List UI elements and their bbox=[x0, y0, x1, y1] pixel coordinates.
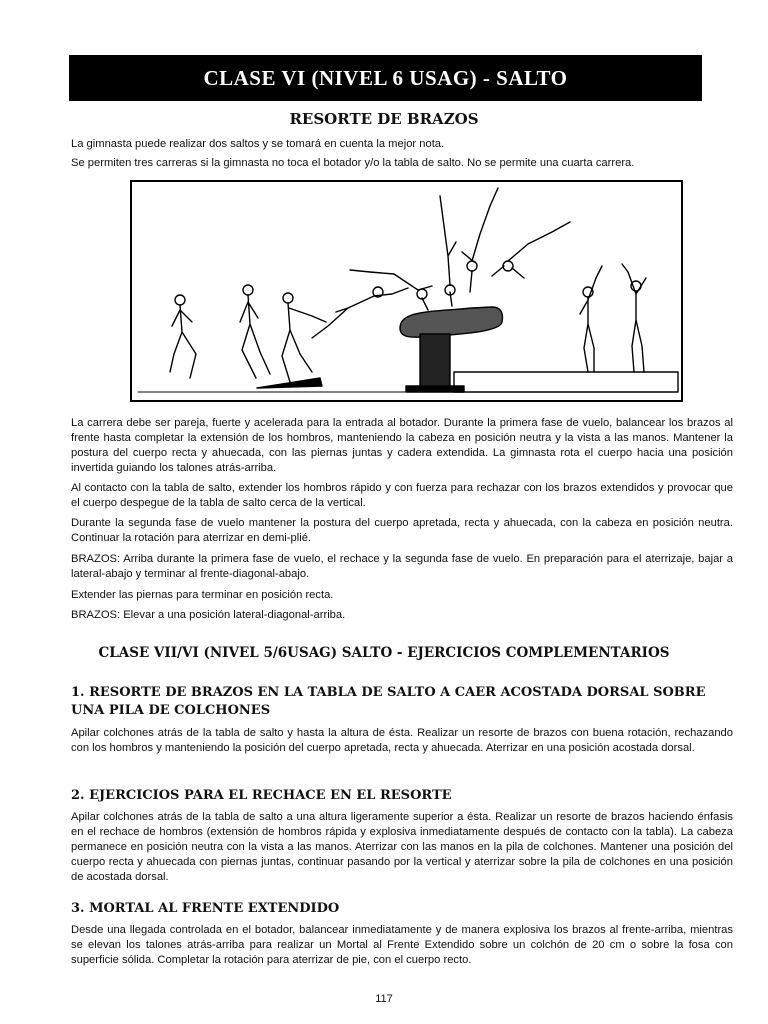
body-paragraph-5: Extender las piernas para terminar en posición recta. bbox=[71, 589, 334, 601]
body-paragraph-6: BRAZOS: Elevar a una posición lateral-diagonal-arriba. bbox=[71, 609, 346, 621]
exercise-1-title: 1. RESORTE DE BRAZOS EN LA TABLA DE SALTO A CAER ACOSTADA DORSAL SOBRE UNA PILA DE COLCHONES bbox=[71, 685, 706, 718]
exercise-2-title: 2. EJERCICIOS PARA EL RECHACE EN EL RESORTE bbox=[71, 788, 452, 803]
section-title: RESORTE DE BRAZOS bbox=[289, 110, 479, 128]
body-paragraph-3: Durante la segunda fase de vuelo mantener la postura del cuerpo apretada, recta y ahuecada, con la cabeza en posición neutra. Continuar la rotación para aterrizar en demi-plié. bbox=[71, 517, 733, 544]
intro-paragraph-1: La gimnasta puede realizar dos saltos y se tomará en cuenta la mejor nota. bbox=[71, 138, 445, 150]
page-number: 117 bbox=[375, 993, 393, 1005]
exercise-1-text: Apilar colchones atrás de la tabla de salto y hasta la altura de ésta. Realizar un resorte de brazos con buena rotación, rechazando con los hombros y manteniendo la posición del cuerpo apretada, recta y ahuecada. Aterrizar en una posición acostada dorsal. bbox=[71, 727, 733, 754]
body-paragraph-2: Al contacto con la tabla de salto, extender los hombros rápido y con fuerza para rechazar con los brazos extendidos y provocar que el cuerpo despegue de la tabla de salto cerca de la vertical. bbox=[71, 482, 733, 509]
exercise-2-text: Apilar colchones atrás de la tabla de salto a una altura ligeramente superior a ésta. Realizar un resorte de brazos haciendo énfasis en el rechace de hombros (extensión de hombros rápida y explosiva inmediatamente después de contacto con la tabla). La cabeza permanece en posición neutra con la vista a las manos. Aterrizar con las manos en la pila de colchones. Mantener una posición del cuerpo recta y ahuecada con piernas juntas, continuar pasando por la vertical y aterrizar sobre la pila de colchones en una posición de acostada dorsal. bbox=[71, 811, 733, 883]
vault-sequence-drawing bbox=[132, 182, 681, 400]
intro-paragraph-2: Se permiten tres carreras si la gimnasta no toca el botador y/o la tabla de salto. No se permite una cuarta carrera. bbox=[71, 157, 635, 169]
page-title: CLASE VI (NIVEL 6 USAG) - SALTO bbox=[203, 65, 568, 90]
vault-illustration bbox=[130, 180, 683, 402]
complementary-title: CLASE VII/VI (NIVEL 5/6USAG) SALTO - EJERCICIOS COMPLEMENTARIOS bbox=[98, 645, 670, 661]
exercise-3-text: Desde una llegada controlada en el botador, balancear inmediatamente y de manera explosiva los brazos al frente-arriba, mientras se elevan los talones atrás-arriba para realizar un Mortal al Frente Extendido sobre un colchón de 20 cm o sobre la fosa con superficie sólida. Completar la rotación para aterrizar de pie, con el cuerpo recto. bbox=[71, 924, 733, 966]
page-title-banner bbox=[69, 55, 702, 101]
body-paragraph-4: BRAZOS: Arriba durante la primera fase de vuelo, el rechace y la segunda fase de vuelo. En preparación para el aterrizaje, bajar a lateral-abajo y terminar al frente-diagonal-abajo. bbox=[71, 553, 733, 580]
body-paragraph-1: La carrera debe ser pareja, fuerte y acelerada para la entrada al botador. Durante la primera fase de vuelo, balancear los brazos al frente hasta completar la extensión de los hombros, manteniendo la cabeza en posición neutra y la vista a las manos. Mantener la postura del cuerpo recta y ahuecada, con las piernas juntas y cadera extendida. La gimnasta rota el cuerpo hacia una posición invertida guiando los talones atrás-arriba. bbox=[71, 417, 733, 474]
exercise-3-title: 3. MORTAL AL FRENTE EXTENDIDO bbox=[71, 901, 340, 916]
